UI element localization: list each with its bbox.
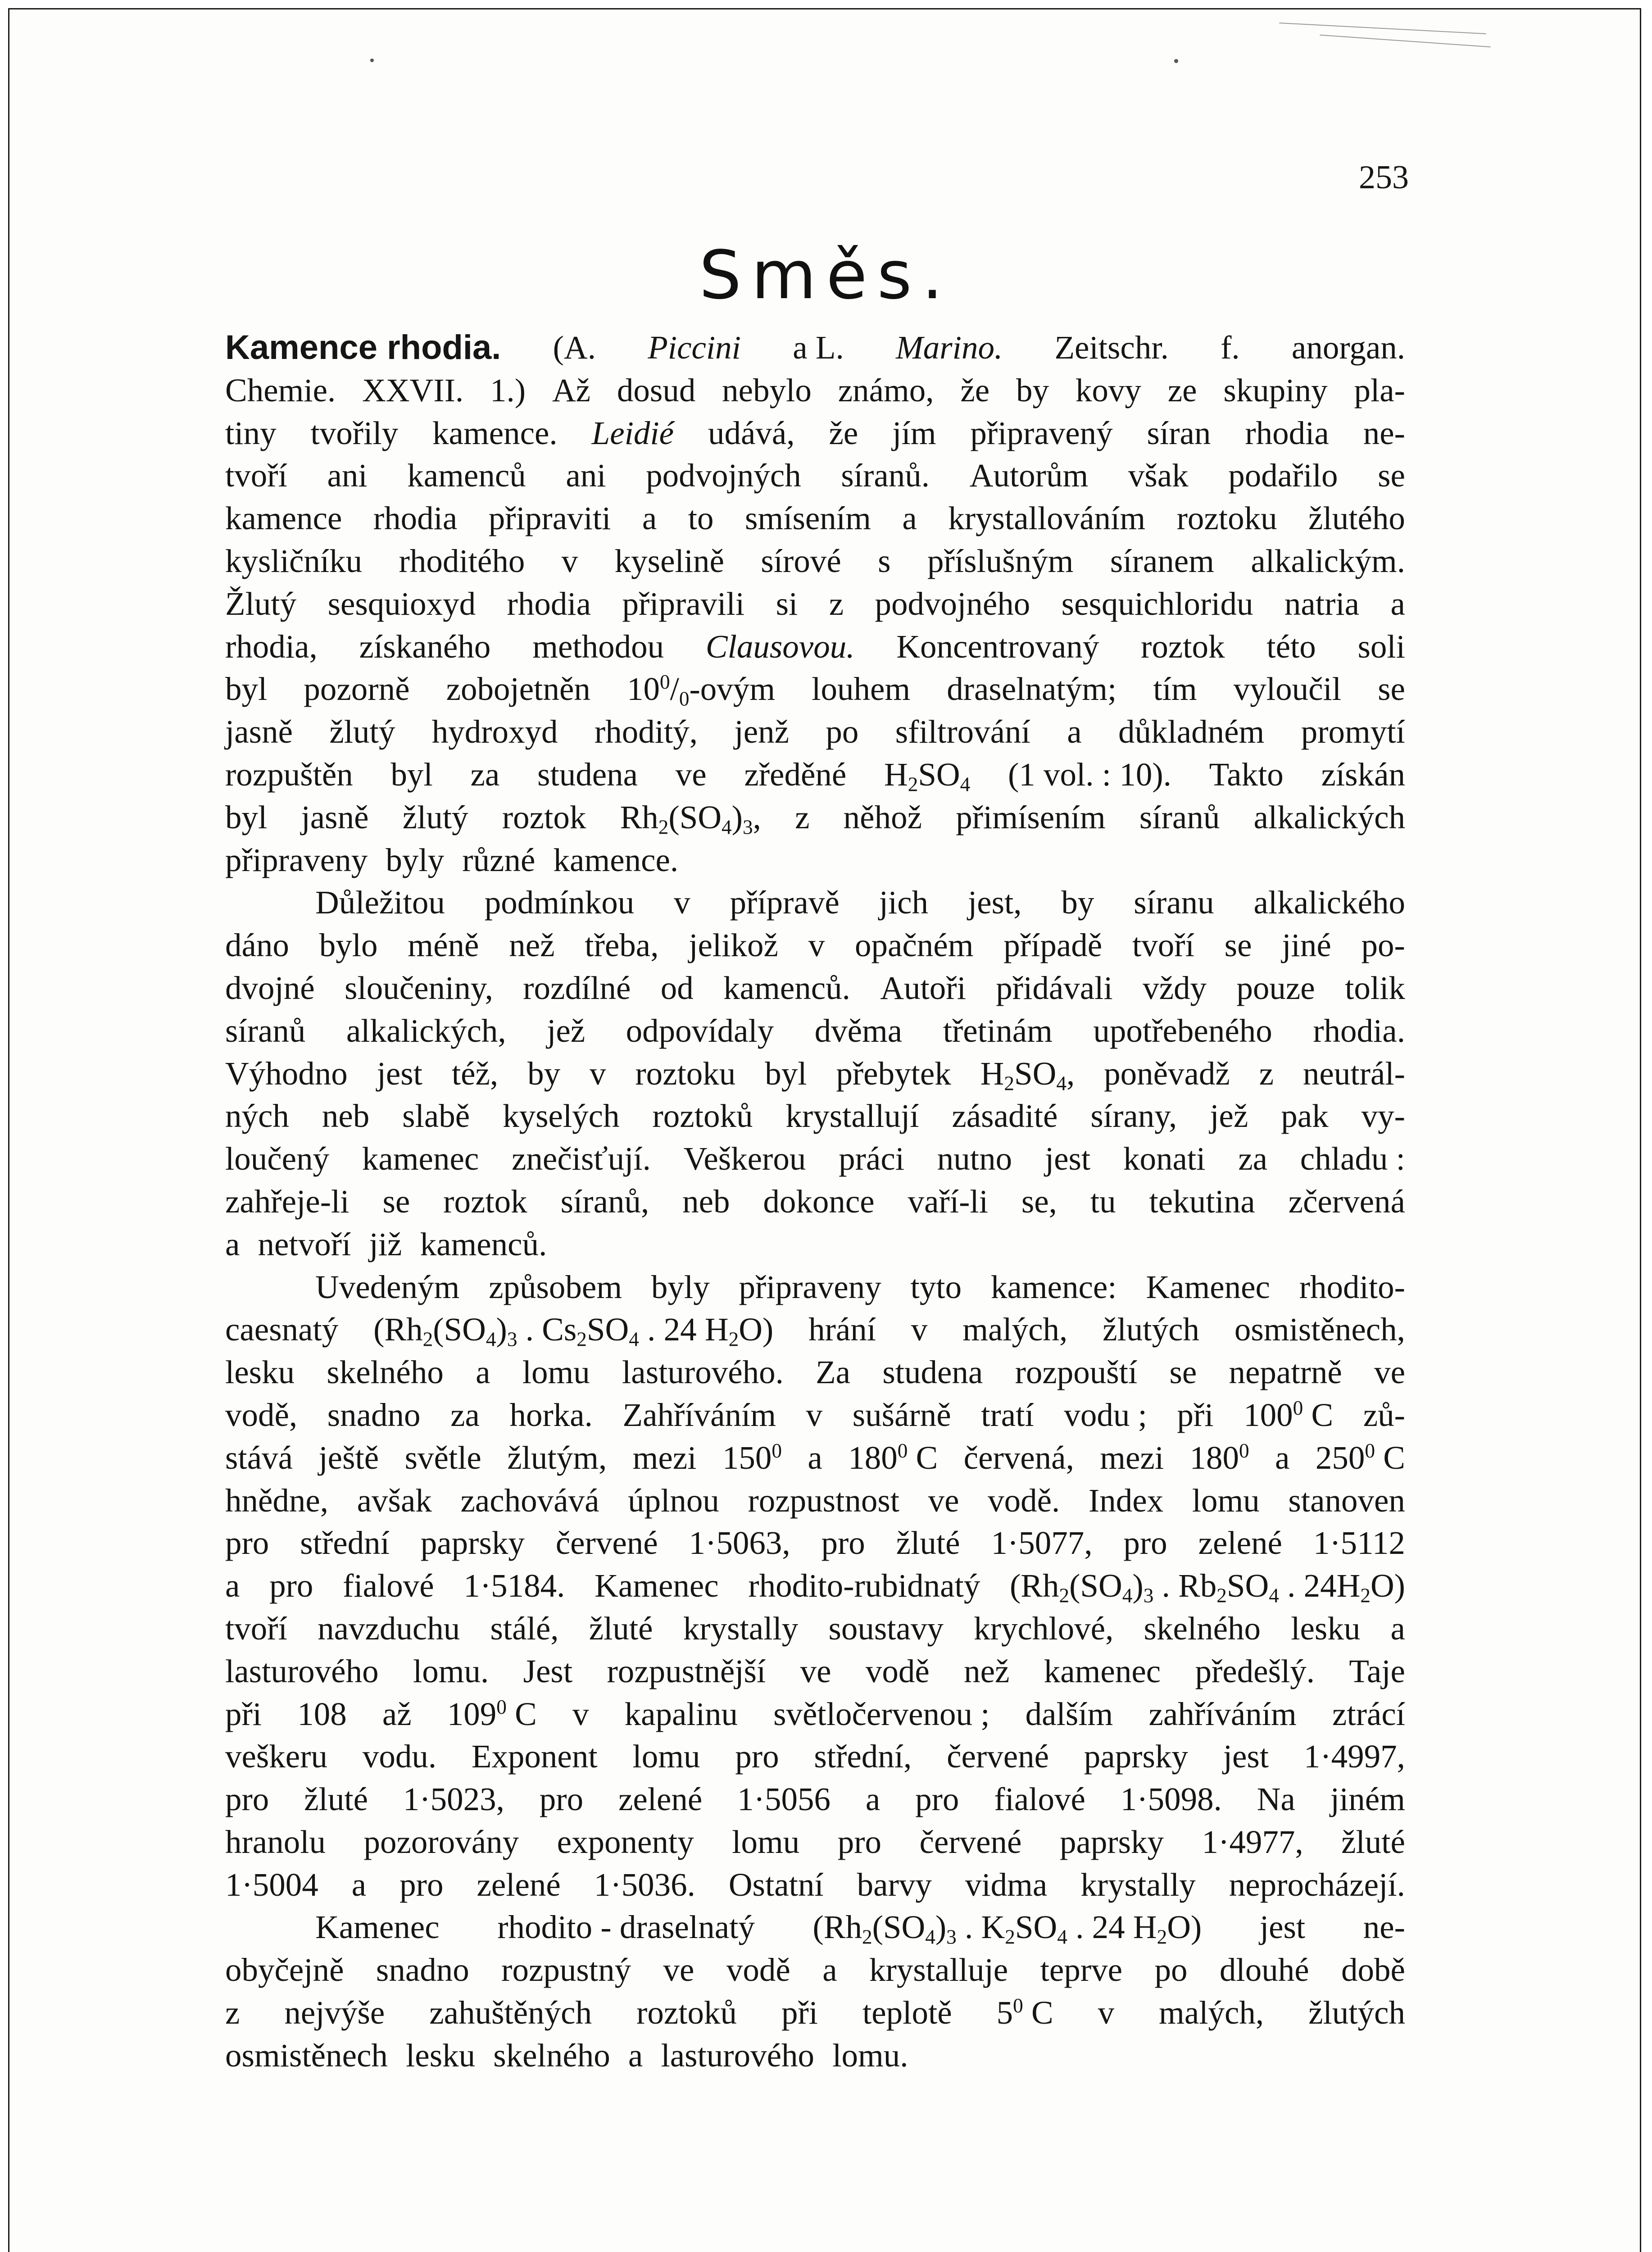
text-line: rozpuštěn byl za studena ve zředěné $H_2SO_4$ (1 vol. : 10). Takto získán [225,754,1405,796]
text-line: osmistěnech lesku skelného a lasturového lomu. [225,2037,908,2074]
page-number: 253 [1359,159,1409,196]
text-line: byl pozorně zobojetněn $10^0/_0$-ovým louhem draselnatým; tím vyloučil se [225,668,1405,711]
text-line: síranů alkalických, jež odpovídaly dvěma třetinám upotřebeného rhodia. [225,1012,1405,1049]
text-line: byl jasně žlutý roztok $Rh_2(SO_4)_3$, z něhož přimísením síranů alkalických [225,796,1405,839]
author-name: Clausovou. [705,628,855,665]
author-name: Marino. [895,329,1003,366]
text-line: Uvedeným způsobem byly připraveny tyto kamence: Kamenec rhodito- [315,1268,1405,1305]
text-line: připraveny byly různé kamence. [225,841,679,878]
text-line: stává ještě světle žlutým, mezi $150^0$ a $180^0$ C červená, mezi $180^0$ a $250^0$ C [225,1437,1405,1480]
chemical-formula: ($Rh_2(SO_4)_3$ . $K_2SO_4$ . 24 $H_2O$) [812,1909,1202,1949]
text-line: tvoří ani kamenců ani podvojných síranů. Autorům však podařilo se [225,457,1405,494]
chemical-formula: ($Rh_2(SO_4)_3$ . $Rb_2SO_4$ . $24H_2O$) [1009,1567,1405,1607]
chemical-formula: $Rh_2(SO_4)_3$, [620,799,761,839]
section-title: Směs. [699,236,953,314]
temperature: $109^0$ C [447,1695,537,1732]
text-line: Kamenec rhodito - draselnatý ($Rh_2(SO_4)_3$ . $K_2SO_4$ . 24 $H_2O$) jest ne- [225,1906,1405,1949]
text-line: rhodia, získaného methodou Clausovou. Koncentrovaný roztok této soli [225,626,1405,668]
author-name: Leidié [591,414,674,451]
text-line: pro střední paprsky červené 1·5063, pro žluté 1·5077, pro zelené 1·5112 [225,1525,1405,1562]
text-line: obyčejně snadno rozpustný ve vodě a krystalluje teprve po dlouhé době [225,1952,1405,1989]
text-line: a pro fialové 1·5184. Kamenec rhodito-rubidnatý ($Rh_2(SO_4)_3$ . $Rb_2SO_4$ . $24H_2O$) [225,1565,1405,1607]
text-line: Důležitou podmínkou v přípravě jich jest, by síranu alkalického [315,884,1405,921]
text-line: kamence rhodia připraviti a to smísením a krystallováním roztoku žlutého [225,500,1405,537]
article-heading: Kamence rhodia. [225,328,501,367]
text-line: dáno bylo méně než třeba, jelikož v opačném případě tvoří se jiné po- [225,927,1405,964]
temperature: $150^0$ [722,1439,782,1476]
text-line: dvojné sloučeniny, rozdílné od kamenců. Autoři přidávali vždy pouze tolik [225,969,1405,1006]
chemical-formula: $H_2SO_4$ [884,756,971,796]
text-line: caesnatý ($Rh_2(SO_4)_3$ . $Cs_2SO_4$ . 24 $H_2O$) hrání v malých, žlutých osmistěnech, [225,1308,1405,1351]
text-line: tiny tvořily kamence. Leidié udává, že jím připravený síran rhodia ne- [225,412,1405,455]
text-line: veškeru vodu. Exponent lomu pro střední, červené paprsky jest 1·4997, [225,1738,1405,1775]
scan-speck [1174,59,1178,63]
text-line: jasně žlutý hydroxyd rhoditý, jenž po sfiltrování a důkladném promytí [225,713,1405,750]
text-line: a netvoří již kamenců. [225,1226,547,1262]
text-line: Kamence rhodia. (A. Piccini a L. Marino. Zeitschr. f. anorgan. [225,327,1405,369]
temperature: $100^0$ C [1244,1396,1334,1433]
text-line: 1·5004 a pro zelené 1·5036. Ostatní barvy vidma krystally neprocházejí. [225,1866,1405,1903]
text-line: kysličníku rhoditého v kyselině sírové s příslušným síranem alkalickým. [225,542,1405,579]
scan-speck [370,59,374,62]
temperature: $250^0$ C [1315,1439,1405,1476]
author-name: Piccini [648,329,741,366]
text-line: Žlutý sesquioxyd rhodia připravili si z podvojného sesquichloridu natria a [225,585,1405,622]
text-line: hranolu pozorovány exponenty lomu pro červené paprsky 1·4977, žluté [225,1823,1405,1860]
text-line: tvoří navzduchu stálé, žluté krystally soustavy krychlové, skelného lesku a [225,1610,1405,1647]
body-text [225,327,1405,2077]
temperature: $5^0$ C [996,1994,1053,2031]
text-line: loučený kamenec znečisťují. Veškerou práci nutno jest konati za chladu : [225,1140,1405,1177]
text-line: Výhodno jest též, by v roztoku byl přebytek $H_2SO_4$, poněvadž z neutrál- [225,1053,1405,1095]
text-line: vodě, snadno za horka. Zahříváním v sušárně tratí vodu ; při $100^0$ C zů- [225,1394,1405,1437]
temperature: $180^0$ [1189,1439,1249,1476]
chemical-formula: ($Rh_2(SO_4)_3$ . $Cs_2SO_4$ . 24 $H_2O$) [373,1311,774,1351]
text-line: lesku skelného a lomu lasturového. Za studena rozpouští se nepatrně ve [225,1354,1405,1391]
temperature: $180^0$ C [848,1439,938,1476]
text-line: Chemie. XXVII. 1.) Až dosud nebylo známo, že by kovy ze skupiny pla- [225,372,1405,409]
text-line: z nejvýše zahuštěných roztoků při teplotě $5^0$ C v malých, žlutých [225,1992,1405,2034]
text-line: lasturového lomu. Jest rozpustnější ve vodě než kamenec předešlý. Taje [225,1653,1405,1689]
chemical-formula: $H_2SO_4$, [980,1055,1075,1095]
text-line: hnědne, avšak zachovává úplnou rozpustnost ve vodě. Index lomu stanoven [225,1482,1405,1519]
text-line: při 108 až $109^0$ C v kapalinu světločervenou ; dalším zahříváním ztrácí [225,1693,1405,1736]
text-line: zahřeje-li se roztok síranů, neb dokonce vaří-li se, tu tekutina zčervená [225,1183,1405,1220]
text-line: ných neb slabě kyselých roztoků krystallují zásadité sírany, jež pak vy- [225,1098,1405,1135]
text-line: pro žluté 1·5023, pro zelené 1·5056 a pro fialové 1·5098. Na jiném [225,1781,1405,1818]
percentage: $10^0/_0$-ovým [626,671,776,711]
